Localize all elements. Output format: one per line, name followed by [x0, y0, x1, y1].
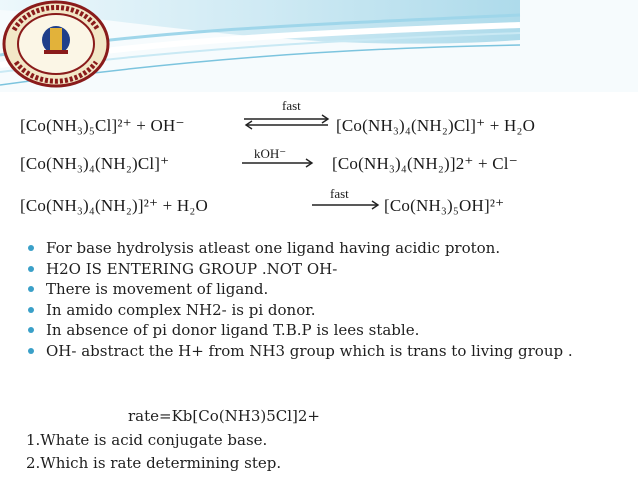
right-arrow-icon [240, 158, 316, 168]
equation-2-right: [Co(NH₃)₄(NH₂)]2⁺ + Cl⁻ [332, 154, 518, 173]
list-item: In amido complex NH2- is pi donor. [26, 301, 586, 320]
list-item: In absence of pi donor ligand T.B.P is lees stable. [26, 321, 586, 340]
question-1: 1.Whate is acid conjugate base. [26, 431, 268, 449]
bullet-icon [28, 286, 34, 292]
reaction-scheme [14, 96, 624, 226]
list-item: There is movement of ligand. [26, 280, 586, 299]
right-arrow-icon [310, 200, 382, 210]
institute-seal-icon [0, 0, 112, 88]
equation-3-left: [Co(NH₃)₄(NH₂)]²⁺ + H₂O [20, 196, 208, 215]
slide-header [0, 0, 638, 92]
list-item: H2O IS ENTERING GROUP .NOT OH- [26, 260, 586, 279]
list-item: For base hydrolysis atleast one ligand having acidic proton. [26, 239, 586, 258]
equation-1-right: [Co(NH₃)₄(NH₂)Cl]⁺ + H₂O [336, 116, 536, 135]
equilibrium-arrow-icon [242, 114, 332, 130]
bullet-icon [28, 307, 34, 313]
bullet-icon [28, 245, 34, 251]
equation-3-arrow-label: fast [330, 186, 349, 201]
equation-2-arrow-label: kOH⁻ [254, 146, 287, 161]
bullet-icon [28, 348, 34, 354]
equation-3-right: [Co(NH₃)₅OH]²⁺ [384, 196, 505, 215]
equation-2-left: [Co(NH₃)₄(NH₂)Cl]⁺ [20, 154, 170, 173]
bullet-list [26, 239, 586, 363]
bullet-icon [28, 327, 34, 333]
equation-1-arrow-label: fast [282, 98, 301, 113]
bullet-icon [28, 266, 34, 272]
question-2: 2.Which is rate determining step. [26, 454, 282, 472]
equation-1-left: [Co(NH₃)₅Cl]²⁺ + OH⁻ [20, 116, 185, 135]
rate-law: rate=Kb[Co(NH3)5Cl]2+ [128, 407, 320, 425]
list-item: OH- abstract the H+ from NH3 group which is trans to living group . [26, 342, 586, 361]
